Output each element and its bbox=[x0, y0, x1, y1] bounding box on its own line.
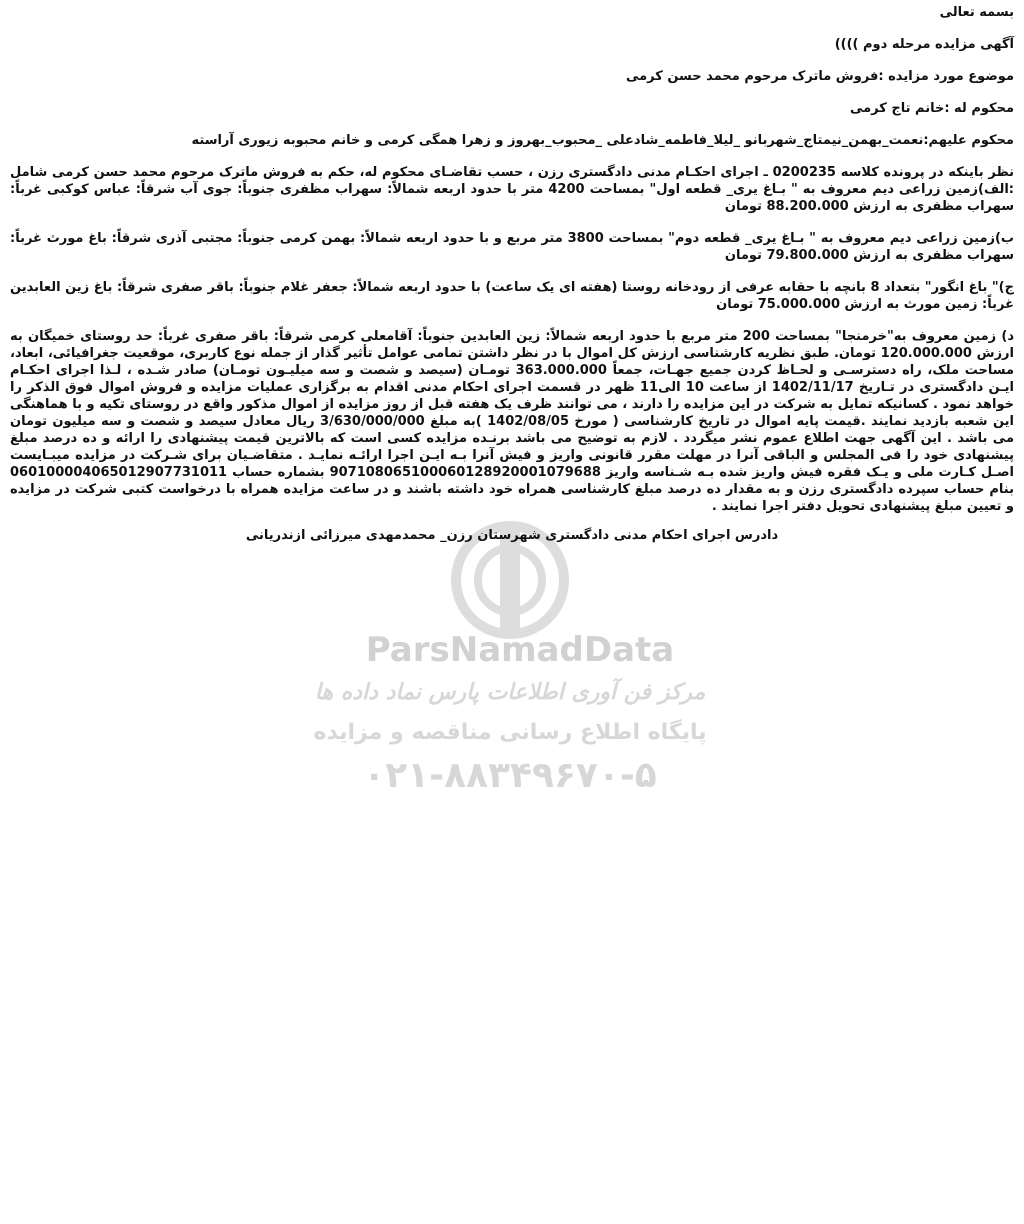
plaintiff-line: محکوم له :خانم تاج کرمی bbox=[849, 101, 1014, 116]
signature-line: دادرس اجرای احکام مدنی دادگستری شهرستان رزن_ محمدمهدی میرزائی ازندریانی bbox=[245, 528, 779, 543]
auction-subject: موضوع مورد مزایده :فروش ماترک مرحوم محمد حسن کرمی bbox=[625, 69, 1014, 84]
intro-paragraph: نظر باینکه در پرونده کلاسه 0200235 ـ اجرای احکـام مدنی دادگستری رزن ، حسب تقاضـای محکوم له، حکم به فروش ماترک مرحوم محمد حسن کرمی شامل :الف)زمین زراعی دیم معروف به " بـاغ یری_ قطعه اول" بمساحت 4200 متر با حدود اربعه شمالاً: سهراب مظفری جنوباً: جوی آب شرقاً: عباس کوکبی غرباً: سهراب مظفری به ارزش 88.200.000 تومان bbox=[10, 165, 1014, 214]
notice-document bbox=[10, 4, 1014, 544]
defendants-line: محکوم علیهم:نعمت_بهمن_نیمتاج_شهربانو _لیلا_فاطمه_شادعلی _محبوب_بهروز و زهرا همگی کرمی و خانم محبوبه زیوری آراسته bbox=[191, 133, 1014, 148]
watermark-company: مرکز فن آوری اطلاعات پارس نماد داده ها bbox=[314, 680, 706, 705]
item-d-paragraph: د) زمین معروف به"خرمنجا" بمساحت 200 متر مربع با حدود اربعه شمالاً: زین العابدین جنوباً: آقامعلی کرمی شرقاً: باقر صفری غرباً: حد روستای خمیگان به ارزش 120.000.000 تومان. طبق نظریه کارشناسی ارزش کل اموال با در نظر داشتن تمامی عوامل تأثیر گذار از جمله نوع کاربری، موقعیت جغرافیائی، ابعاد، مساحت ملک، راه دسترسـی و لحـاظ کردن جمیع جهـات، جمعاً 363.000.000 تومـان (سیصد و شصت و سه میلیـون تومـان) صادر شـده ، لـذا اجرای احکـام ایـن دادگستری در تـاریخ 1402/11/17 از ساعت 10 الی11 ظهر در قسمت اجرای احکام مدنی اقدام به برگزاری عملیات مزایده و فروش اموال فوق الذکر را خواهد نمود . کسانیکه تمایل به شرکت در این مزایده را دارند ، می توانند ظرف یک هفته قبل از روز مزایده از اموال مذکور واقع در روستای تکیه و با هماهنگی این شعبه بازدید نمایند .قیمت پایه اموال در تاریخ کارشناسی ( مورخ 1402/08/05 )به مبلغ 3/630/000/000 ریال معادل سیصد و شصت و سه میلیون تومان می باشد . این آگهی جهت اطلاع عموم نشر میگردد . لازم به توضیح می باشد برنـده مزایده کسی است که بالاترین قیمت پیشنهادی را ارائه و ده درصد مبلغ پیشنهادی خود را فی المجلس و الباقی آنرا در مهلت مقرر قانونی واریز و فیش آنرا بـه ایـن اجرا ارائـه نمایـد . متقاضـیان برای شـرکت در مزایده میبـایست اصـل کـارت ملی و یـک فقره فیش واریز شده بـه شـناسه واریز 907108065100060128920001079688 بشماره حساب 0601000040650129077310​11 بنام حساب سپرده دادگستری رزن و به مقدار ده درصد مبلغ کارشناسی همراه خود داشته باشند و در ساعت مزایده همراه با درخواست کتبی شرکت در مزایده و تعیین مبلغ پیشنهادی تحویل دفتر اجرا نمایند . bbox=[10, 329, 1015, 514]
watermark-phone: ۰۲۱-۸۸۳۴۹۶۷۰-۵ bbox=[363, 755, 657, 796]
watermark bbox=[250, 560, 770, 820]
item-c-paragraph: ج)" باغ انگور" بتعداد 8 بانچه با حقابه عرفی از رودخانه روستا (هفته ای یک ساعت) با حدود اربعه شمالاً: جعفر غلام جنوباً: باقر صفری شرقاً: باغ زین العابدین غرباً: زمین مورث به ارزش 75.000.000 تومان bbox=[10, 280, 1014, 312]
bismillah-heading: بسمه تعالی bbox=[939, 5, 1014, 20]
watermark-brand: ParsNamadData bbox=[365, 630, 675, 670]
item-b-paragraph: ب)زمین زراعی دیم معروف به " بـاغ یری_ قطعه دوم" بمساحت 3800 متر مربع و با حدود اربعه شمالاً: بهمن کرمی جنوباً: مجتبی آذری شرقاً: باغ مورث غرباً: سهراب مظفری به ارزش 79.800.000 تومان bbox=[10, 231, 1014, 263]
notice-title: آگهی مزایده مرحله دوم )))) bbox=[834, 37, 1014, 52]
watermark-tagline: پایگاه اطلاع رسانی مناقصه و مزایده bbox=[313, 720, 707, 745]
